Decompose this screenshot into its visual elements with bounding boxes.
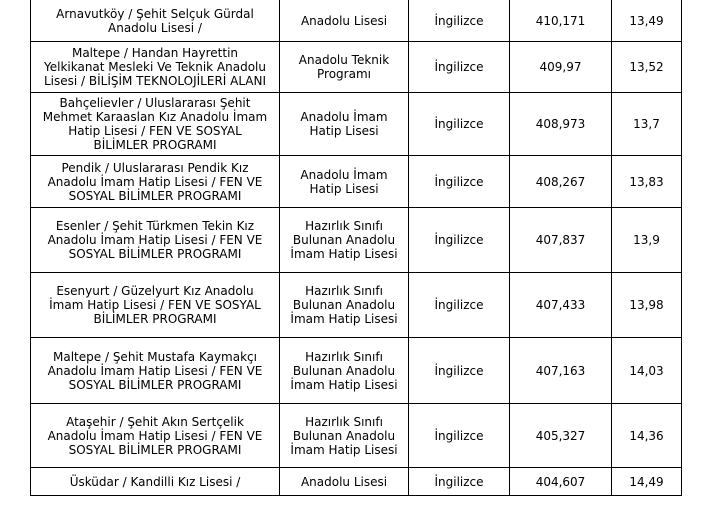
school-type-cell: Anadolu Lisesi bbox=[280, 0, 409, 42]
language-cell: İngilizce bbox=[409, 42, 510, 93]
table-row bbox=[31, 208, 682, 273]
school-type-cell: Hazırlık Sınıfı Bulunan Anadolu İmam Hatip Lisesi bbox=[280, 338, 409, 404]
school-name-cell: Üsküdar / Kandilli Kız Lisesi / bbox=[31, 468, 280, 496]
base-score-cell: 409,97 bbox=[510, 42, 612, 93]
school-type-cell: Anadolu İmam Hatip Lisesi bbox=[280, 156, 409, 208]
school-name-cell: Arnavutköy / Şehit Selçuk Gürdal Anadolu Lisesi / bbox=[31, 0, 280, 42]
school-type-cell: Hazırlık Sınıfı Bulunan Anadolu İmam Hatip Lisesi bbox=[280, 273, 409, 338]
base-score-cell: 404,607 bbox=[510, 468, 612, 496]
table-row bbox=[31, 93, 682, 156]
percentile-cell: 13,98 bbox=[612, 273, 682, 338]
percentile-cell: 13,83 bbox=[612, 156, 682, 208]
school-name-cell: Esenler / Şehit Türkmen Tekin Kız Anadolu İmam Hatip Lisesi / FEN VE SOSYAL BİLİMLER PROGRAMI bbox=[31, 208, 280, 273]
school-name-cell: Bahçelievler / Uluslararası Şehit Mehmet Karaaslan Kız Anadolu İmam Hatip Lisesi / FEN VE SOSYAL BİLİMLER PROGRAMI bbox=[31, 93, 280, 156]
school-name-cell: Maltepe / Şehit Mustafa Kaymakçı Anadolu İmam Hatip Lisesi / FEN VE SOSYAL BİLİMLER PROGRAMI bbox=[31, 338, 280, 404]
language-cell: İngilizce bbox=[409, 273, 510, 338]
percentile-cell: 14,03 bbox=[612, 338, 682, 404]
base-score-cell: 405,327 bbox=[510, 404, 612, 468]
base-score-cell: 407,163 bbox=[510, 338, 612, 404]
table-row bbox=[31, 42, 682, 93]
school-name-cell: Pendik / Uluslararası Pendik Kız Anadolu İmam Hatip Lisesi / FEN VE SOSYAL BİLİMLER PROGRAMI bbox=[31, 156, 280, 208]
school-type-cell: Hazırlık Sınıfı Bulunan Anadolu İmam Hatip Lisesi bbox=[280, 208, 409, 273]
school-table-container bbox=[30, 0, 681, 496]
percentile-cell: 13,52 bbox=[612, 42, 682, 93]
percentile-cell: 13,49 bbox=[612, 0, 682, 42]
table-row bbox=[31, 0, 682, 42]
school-type-cell: Anadolu Lisesi bbox=[280, 468, 409, 496]
language-cell: İngilizce bbox=[409, 338, 510, 404]
school-name-cell: Ataşehir / Şehit Akın Sertçelik Anadolu İmam Hatip Lisesi / FEN VE SOSYAL BİLİMLER PROGRAMI bbox=[31, 404, 280, 468]
percentile-cell: 13,9 bbox=[612, 208, 682, 273]
base-score-cell: 410,171 bbox=[510, 0, 612, 42]
base-score-cell: 408,973 bbox=[510, 93, 612, 156]
school-name-cell: Esenyurt / Güzelyurt Kız Anadolu İmam Hatip Lisesi / FEN VE SOSYAL BİLİMLER PROGRAMI bbox=[31, 273, 280, 338]
base-score-cell: 407,433 bbox=[510, 273, 612, 338]
table-row bbox=[31, 273, 682, 338]
school-results-table bbox=[30, 0, 682, 496]
language-cell: İngilizce bbox=[409, 156, 510, 208]
school-type-cell: Hazırlık Sınıfı Bulunan Anadolu İmam Hatip Lisesi bbox=[280, 404, 409, 468]
table-row bbox=[31, 468, 682, 496]
school-type-cell: Anadolu İmam Hatip Lisesi bbox=[280, 93, 409, 156]
base-score-cell: 407,837 bbox=[510, 208, 612, 273]
language-cell: İngilizce bbox=[409, 93, 510, 156]
school-name-cell: Maltepe / Handan Hayrettin Yelkikanat Mesleki Ve Teknik Anadolu Lisesi / BİLİŞİM TEKNOLOJİLERİ ALANI bbox=[31, 42, 280, 93]
base-score-cell: 408,267 bbox=[510, 156, 612, 208]
table-row bbox=[31, 404, 682, 468]
percentile-cell: 13,7 bbox=[612, 93, 682, 156]
table-row bbox=[31, 156, 682, 208]
language-cell: İngilizce bbox=[409, 404, 510, 468]
table-row bbox=[31, 338, 682, 404]
language-cell: İngilizce bbox=[409, 0, 510, 42]
school-type-cell: Anadolu Teknik Programı bbox=[280, 42, 409, 93]
percentile-cell: 14,49 bbox=[612, 468, 682, 496]
percentile-cell: 14,36 bbox=[612, 404, 682, 468]
language-cell: İngilizce bbox=[409, 468, 510, 496]
language-cell: İngilizce bbox=[409, 208, 510, 273]
